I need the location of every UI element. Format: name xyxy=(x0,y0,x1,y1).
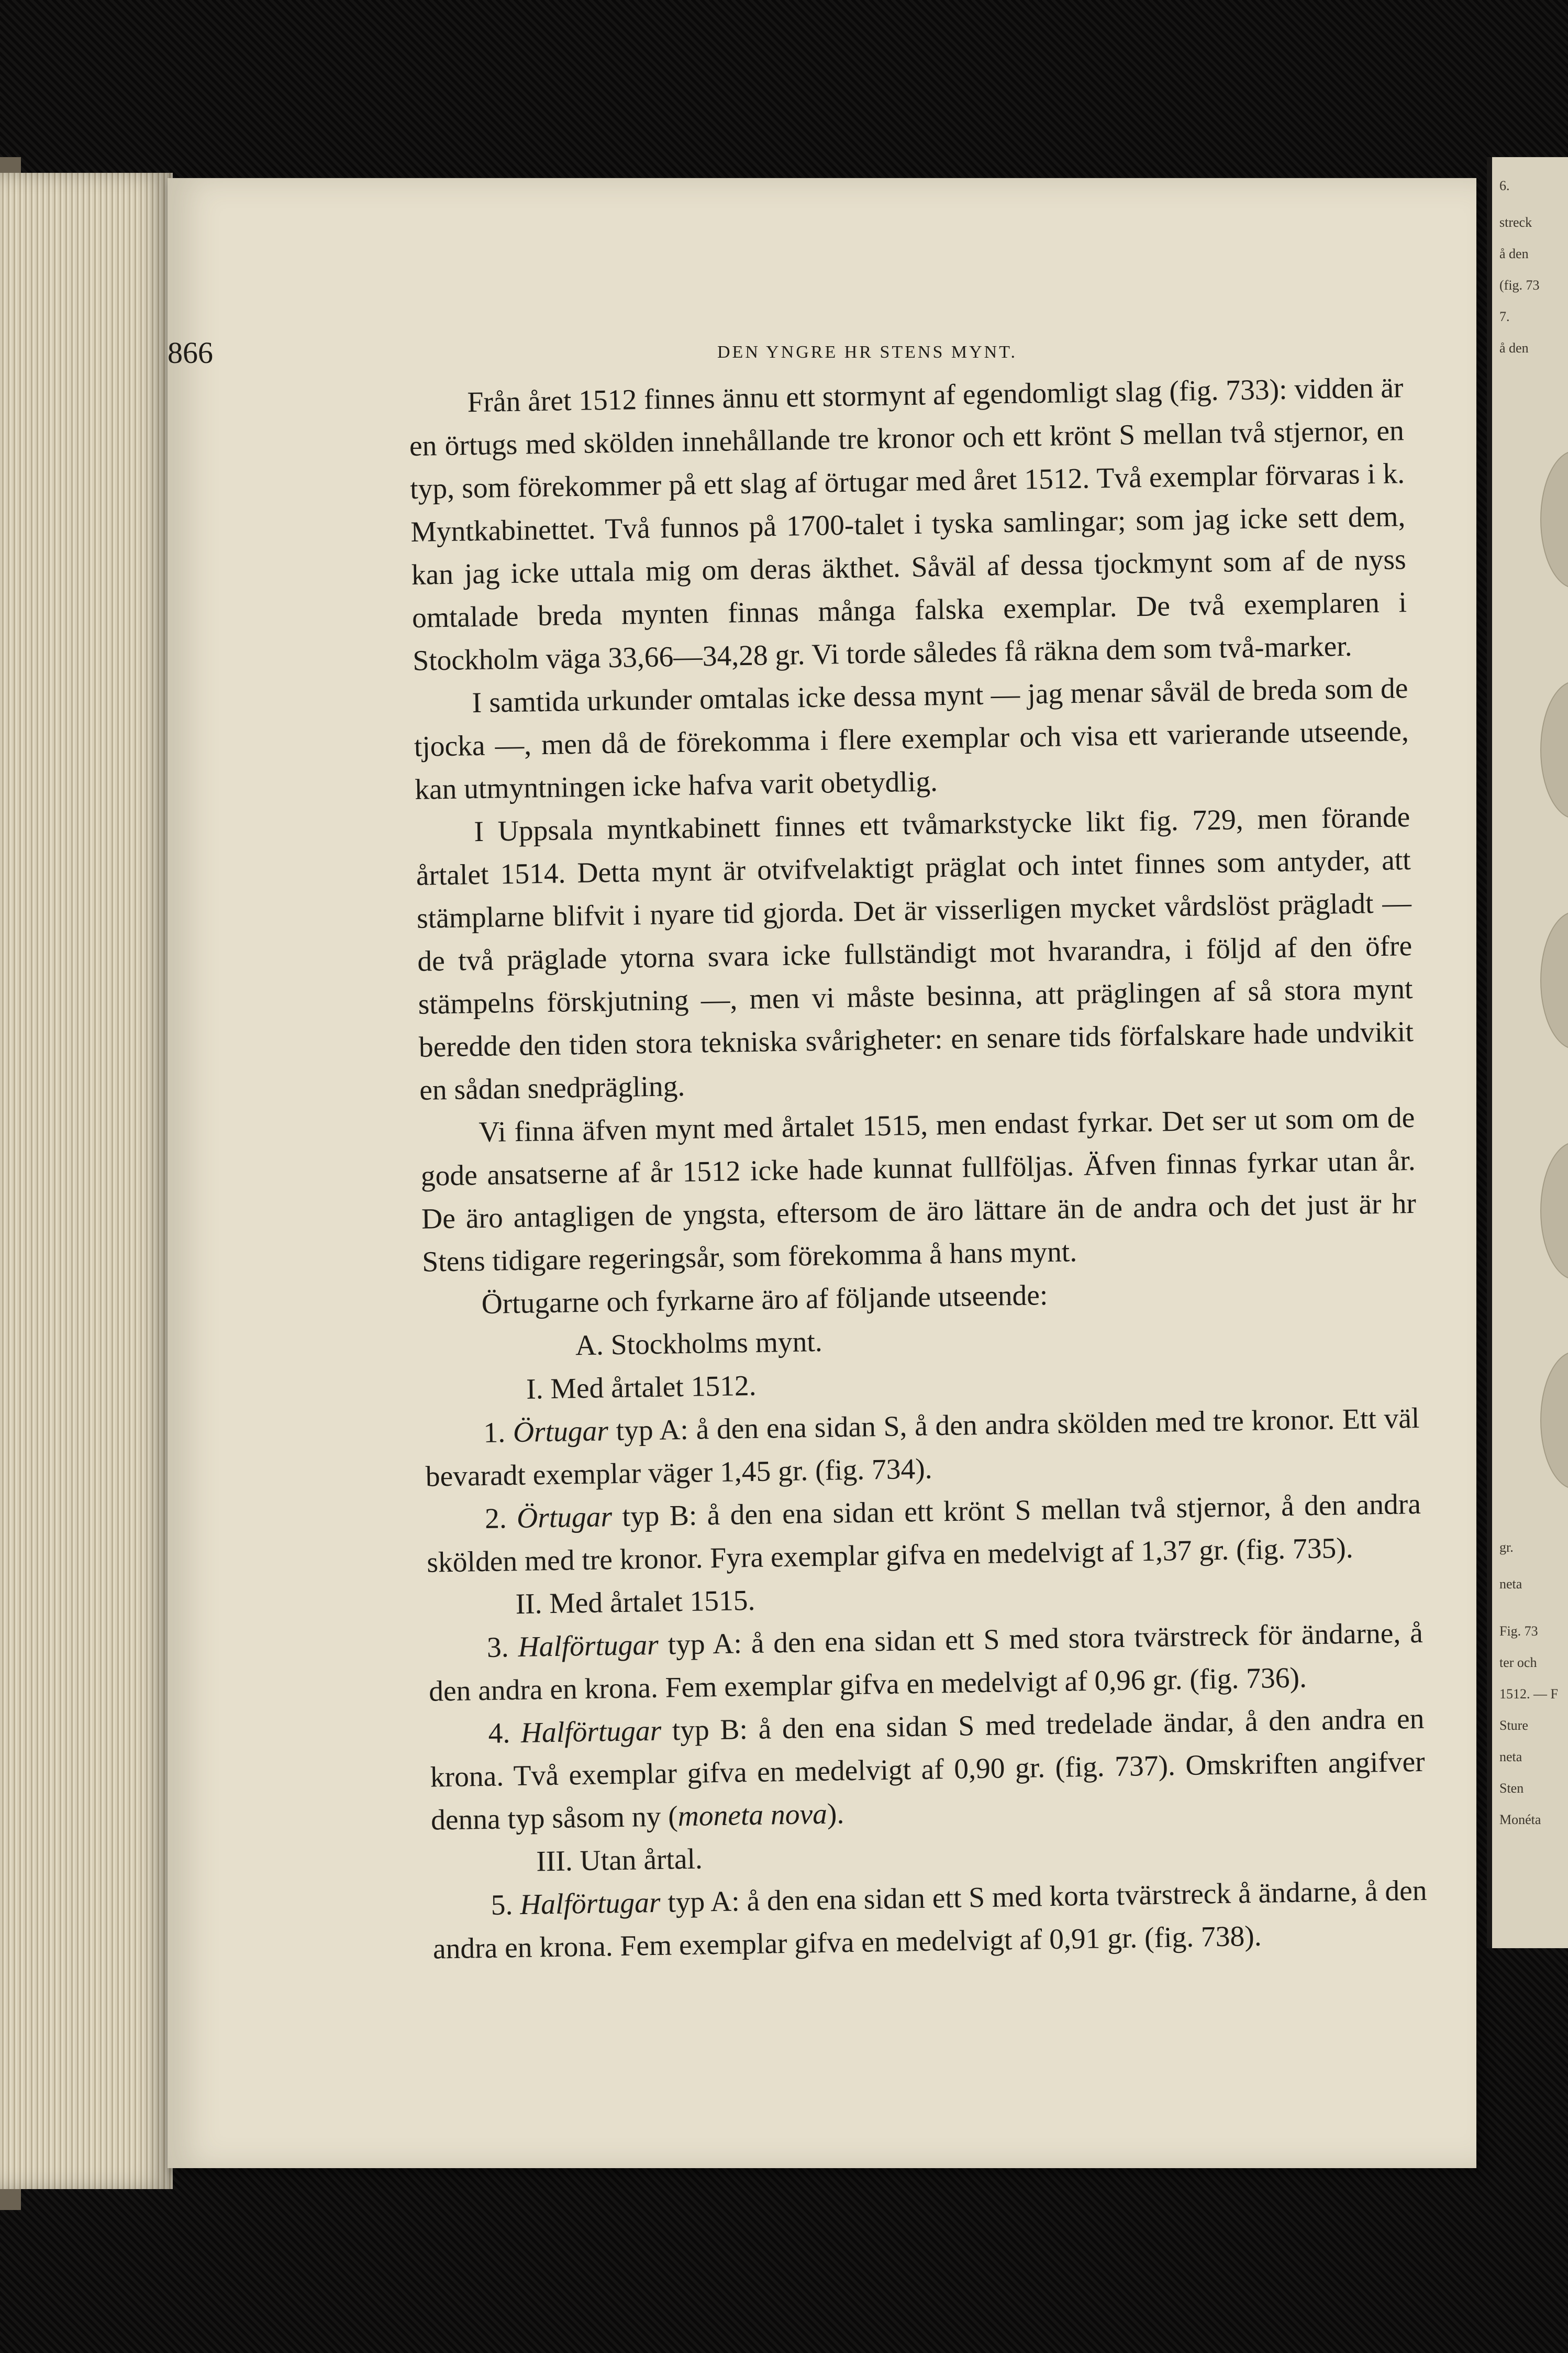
item-term: Halförtugar xyxy=(520,1715,662,1749)
facing-fragment: Sture xyxy=(1499,1718,1528,1733)
item-text: typ A: å den ena sidan ett S med korta tvärstreck å ändarne, å den andra en krona. Fem exemplar gifva en medelvigt af 0,91 gr. (fig. 738). xyxy=(432,1874,1427,1965)
item-text-end: ). xyxy=(827,1798,844,1830)
paragraph: Från året 1512 finnes ännu ett stormynt af egendomligt slag (fig. 733): vidden är en örtugs med skölden innehållande tre kronor och ett krönt S mellan två stjernor, en typ, som förekommer på ett slag af örtugar med året 1512. Två exemplar förvaras i k. Myntkabinettet. Två funnos på 1700-talet i tyska samlingar; som jag icke sett dem, kan jag icke uttala mig om deras äkthet. Såväl af dessa tjockmynt som af de nyss omtalade breda mynten finnas många falska exemplar. De två exemplaren i Stockholm väga 33,66—34,28 gr. Vi torde således få räkna dem som två-marker. xyxy=(409,372,1407,677)
facing-fragment: neta xyxy=(1499,1749,1522,1764)
facing-fragment: å den xyxy=(1499,246,1529,261)
item-term: Halförtugar xyxy=(519,1886,661,1921)
running-head: DEN YNGRE HR STENS MYNT. xyxy=(717,343,1017,362)
item-text: typ B: å den ena sidan S med tredelade ändar, å den andra en krona. Två exemplar gifva en medelvigt af 0,90 gr. (fig. 737). Omskriften angifver denna typ såsom ny ( xyxy=(430,1703,1426,1837)
coin-illustration xyxy=(1540,911,1568,1050)
section-heading: III. Utan årtal. xyxy=(536,1843,703,1878)
list-item xyxy=(425,1397,1420,1499)
facing-fragment: Sten xyxy=(1499,1781,1524,1796)
list-item xyxy=(426,1483,1421,1585)
facing-page xyxy=(1487,157,1568,1948)
item-text: typ B: å den ena sidan ett krönt S mellan två stjernor, å den andra skölden med tre kronor. Fyra exemplar gifva en medelvigt af 1,37 gr. (fig. 735). xyxy=(426,1488,1421,1579)
item-number: 3. xyxy=(486,1631,509,1664)
facing-fragment: 6. xyxy=(1499,178,1510,193)
paragraph: Örtugarne och fyrkarne äro af följande utseende: xyxy=(481,1279,1048,1321)
facing-fragment: neta xyxy=(1499,1576,1522,1592)
coin-illustration xyxy=(1540,1142,1568,1280)
latin-phrase: moneta nova xyxy=(677,1798,828,1833)
facing-fragment: Fig. 73 xyxy=(1499,1623,1538,1639)
coin-illustration xyxy=(1540,1351,1568,1489)
coin-illustration xyxy=(1540,681,1568,819)
paragraph: I Uppsala myntkabinett finnes ett tvåmarkstycke likt fig. 729, men förande årtalet 1514. Detta mynt är otvifvelaktigt präglat och intet finnes som antyder, att stämplarne blifvit i nyare tid gjorda. Det är visserligen mycket vårdslöst prägladt — de två präglade ytorna svara icke fullständigt mot hvarandra, i följd af den öfre stämpelns förskjutning —, men vi måste besinna, att präglingen af så stora mynt beredde den tiden stora tekniska svårigheter: en senare tids förfalskare hade undvikit en sådan snedprägling. xyxy=(416,801,1414,1107)
item-text: typ A: å den ena sidan ett S med stora tvärstreck för ändarne, å den andra en krona. Fem exemplar gifva en medelvigt af 0,96 gr. (fig. 736). xyxy=(428,1617,1424,1708)
section-heading: II. Med årtalet 1515. xyxy=(515,1584,755,1621)
facing-fragment: Monéta xyxy=(1499,1812,1541,1827)
page-number: 866 xyxy=(168,336,213,370)
facing-fragment: å den xyxy=(1499,340,1529,356)
facing-fragment: ter och xyxy=(1499,1655,1537,1670)
list-item xyxy=(429,1698,1426,1842)
facing-fragment: gr. xyxy=(1499,1540,1514,1555)
item-text: typ A: å den ena sidan S, å den andra skölden med tre kronor. Ett väl bevaradt exemplar väger 1,45 gr. (fig. 734). xyxy=(425,1402,1420,1493)
item-term: Örtugar xyxy=(516,1501,613,1535)
section-heading: I. Med årtalet 1512. xyxy=(526,1369,757,1406)
item-number: 1. xyxy=(483,1417,506,1449)
book-page-edges xyxy=(0,173,173,2189)
item-term: Örtugar xyxy=(513,1415,609,1449)
item-number: 5. xyxy=(491,1889,513,1921)
list-item xyxy=(428,1612,1424,1714)
facing-fragment: (fig. 73 xyxy=(1499,278,1540,293)
coin-illustration xyxy=(1540,450,1568,589)
paragraph: Vi finna äfven mynt med årtalet 1515, men endast fyrkar. Det ser ut som om de gode ansatserne af år 1512 icke hade kunnat fullföljas. Äfven finnas fyrkar utan år. De äro antagligen de yngsta, eftersom de äro lättare än de andra och det just är hr Stens tidigare regeringsår, som förekomma å hans mynt. xyxy=(420,1101,1417,1278)
item-term: Halförtugar xyxy=(518,1629,659,1664)
facing-fragment: 1512. — F xyxy=(1499,1686,1558,1702)
paragraph: I samtida urkunder omtalas icke dessa mynt — jag menar såväl de breda som de tjocka —, men då de förekomma i flere exemplar och visa ett varierande utseende, kan utmyntningen icke hafva varit obetydlig. xyxy=(414,672,1409,806)
section-heading: A. Stockholms mynt. xyxy=(575,1325,823,1362)
item-number: 4. xyxy=(488,1717,510,1750)
facing-fragment: 7. xyxy=(1499,309,1510,324)
facing-fragment: streck xyxy=(1499,215,1532,230)
item-number: 2. xyxy=(484,1503,507,1535)
body-text xyxy=(408,367,1428,1971)
list-item xyxy=(432,1870,1428,1971)
